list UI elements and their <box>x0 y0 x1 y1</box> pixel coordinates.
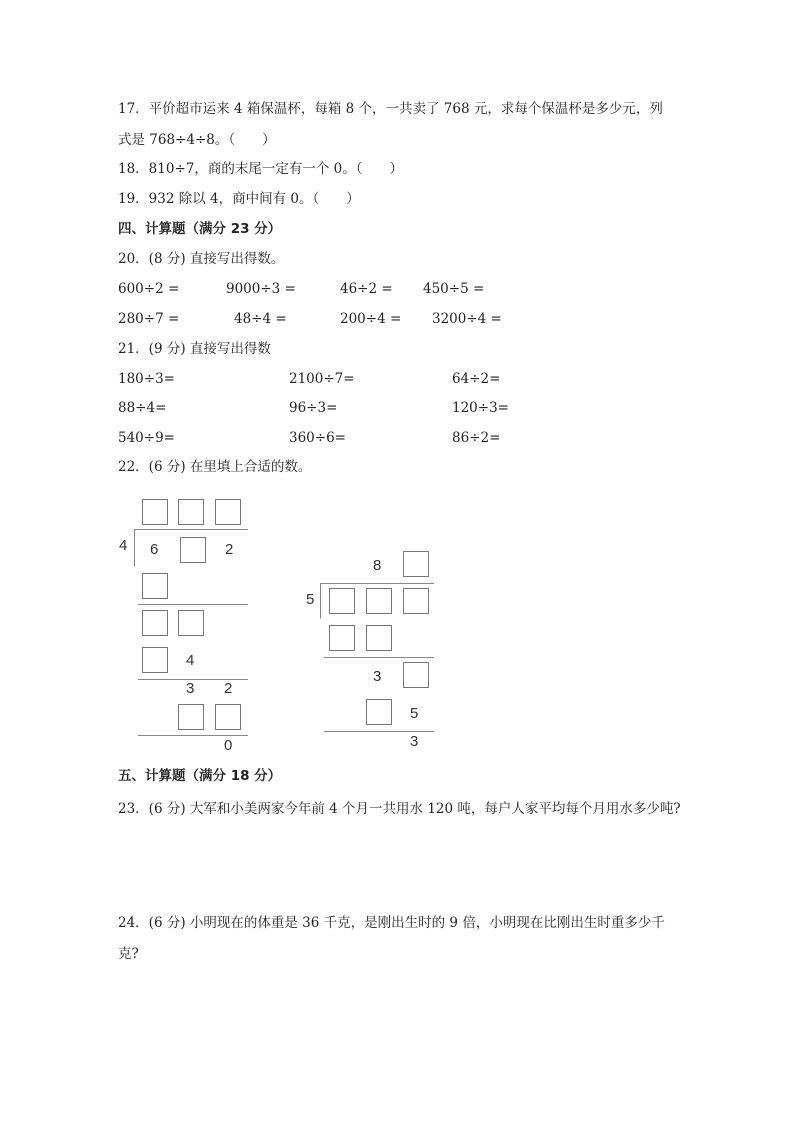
section-4-title: 四、计算题（满分 23 分） <box>118 221 282 237</box>
q21-item: 2100÷7= <box>289 371 355 387</box>
dividend-digit: 6 <box>150 541 159 558</box>
q20-item: 48÷4 = <box>234 311 287 327</box>
question-22-title: 22．(6 分) 在里填上合适的数。 <box>118 459 312 475</box>
division-bar <box>320 583 434 584</box>
blank-box[interactable] <box>178 610 204 636</box>
partial-digit: 3 <box>186 680 195 697</box>
subtraction-line <box>324 731 434 732</box>
q21-item: 96÷3= <box>289 400 338 416</box>
q21-item: 120÷3= <box>452 400 509 416</box>
division-bracket <box>134 529 135 567</box>
q20-item: 9000÷3 = <box>226 281 296 297</box>
blank-box[interactable] <box>403 662 429 688</box>
blank-box[interactable] <box>329 588 355 614</box>
section-5-title: 五、计算题（满分 18 分） <box>118 768 282 784</box>
q21-item: 88÷4= <box>118 400 167 416</box>
blank-box[interactable] <box>142 499 168 525</box>
q20-item: 3200÷4 = <box>432 311 502 327</box>
blank-box[interactable] <box>142 647 168 673</box>
remainder-digit: 0 <box>224 737 233 754</box>
blank-box[interactable] <box>142 573 168 599</box>
q20-item: 280÷7 = <box>118 311 180 327</box>
q21-item: 540÷9= <box>118 430 175 446</box>
division-bracket <box>320 583 321 619</box>
blank-box[interactable] <box>178 499 204 525</box>
blank-box[interactable] <box>215 704 241 730</box>
division-bar <box>134 529 248 530</box>
blank-box[interactable] <box>180 537 206 563</box>
question-24-line2: 克? <box>118 946 139 962</box>
question-17-line1: 17．平价超市运来 4 箱保温杯，每箱 8 个，一共卖了 768 元，求每个保温杯是多少元，列 <box>118 101 663 117</box>
question-18: 18．810÷7，商的末尾一定有一个 0。（ ） <box>118 161 403 177</box>
blank-box[interactable] <box>329 625 355 651</box>
q21-item: 360÷6= <box>289 430 346 446</box>
question-17-line2: 式是 768÷4÷8。（ ） <box>118 132 276 148</box>
q20-item: 450÷5 = <box>423 281 485 297</box>
partial-digit: 5 <box>410 705 419 722</box>
question-21-title: 21．(9 分) 直接写出得数 <box>118 341 271 357</box>
q21-item: 64÷2= <box>452 371 501 387</box>
partial-digit: 4 <box>186 652 195 669</box>
blank-box[interactable] <box>178 704 204 730</box>
q20-item: 600÷2 = <box>118 281 180 297</box>
blank-box[interactable] <box>366 588 392 614</box>
subtraction-line <box>324 657 434 658</box>
question-24-line1: 24．(6 分) 小明现在的体重是 36 千克，是刚出生时的 9 倍，小明现在比刚出生时重多少千 <box>118 915 665 931</box>
question-19: 19．932 除以 4，商中间有 0。（ ） <box>118 191 360 207</box>
blank-box[interactable] <box>366 625 392 651</box>
q20-item: 200÷4 = <box>340 311 402 327</box>
question-23: 23．(6 分) 大军和小美两家今年前 4 个月一共用水 120 吨，每户人家平均每个月用水多少吨? <box>118 801 681 817</box>
partial-digit: 3 <box>373 668 382 685</box>
blank-box[interactable] <box>366 699 392 725</box>
partial-digit: 2 <box>224 680 233 697</box>
blank-box[interactable] <box>142 610 168 636</box>
divisor: 4 <box>119 537 128 554</box>
q20-item: 46÷2 = <box>340 281 393 297</box>
quotient-digit: 8 <box>373 557 382 574</box>
remainder-digit: 3 <box>410 733 419 750</box>
blank-box[interactable] <box>403 588 429 614</box>
subtraction-line <box>138 735 248 736</box>
subtraction-line <box>138 604 248 605</box>
divisor: 5 <box>306 591 315 608</box>
q21-item: 180÷3= <box>118 371 175 387</box>
question-20-title: 20．(8 分) 直接写出得数。 <box>118 251 285 267</box>
blank-box[interactable] <box>403 551 429 577</box>
dividend-digit: 2 <box>225 541 234 558</box>
q21-item: 86÷2= <box>452 430 501 446</box>
blank-box[interactable] <box>215 499 241 525</box>
